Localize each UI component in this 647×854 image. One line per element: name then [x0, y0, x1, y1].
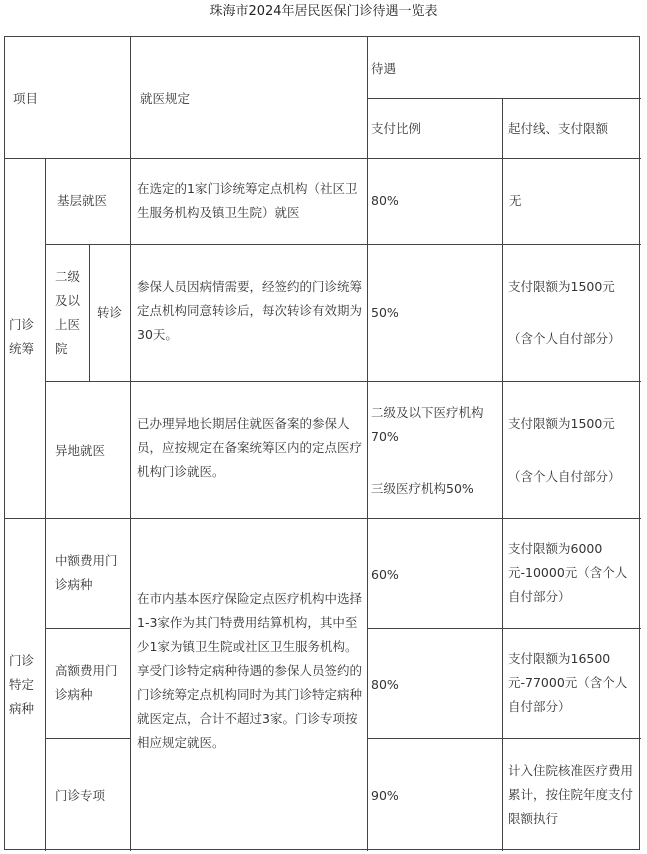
- group-special-disease: 门诊 特定 病种: [9, 653, 35, 716]
- header-rule: 就医规定: [140, 91, 191, 106]
- header-item: 项目: [13, 91, 39, 106]
- row-secondary-ratio: 50%: [371, 305, 399, 320]
- row-outpatient-limit: 计入住院核准医疗费用累计，按住院年度支付限额执行: [508, 763, 634, 826]
- special-rule: 在市内基本医疗保险定点医疗机构中选择1-3家作为其门特费用结算机构，其中至少1家为镇卫生院或社区卫生服务机构。享受门诊特定病种待遇的参保人员签约的门诊统筹定点机构同时为其门诊特定病种就医定点，合计不超过3家。门诊专项按相应规定就医。: [137, 591, 363, 750]
- row-outpatient-ratio: 90%: [371, 788, 399, 803]
- row-outpatient-name: 门诊专项: [55, 788, 106, 803]
- row-medium-name: 中额费用门诊病种: [55, 553, 118, 592]
- row-remote-limit-2: （含个人自付部分）: [508, 469, 621, 484]
- row-medium-ratio: 60%: [371, 567, 399, 582]
- group-outpatient-pooling: 门诊 统筹: [9, 317, 35, 356]
- row-medium-limit: 支付限额为6000元-10000元（含个人自付部分）: [508, 541, 628, 604]
- row-high-ratio: 80%: [371, 677, 399, 692]
- page-title: 珠海市2024年居民医保门诊待遇一览表: [209, 4, 438, 19]
- row-high-name: 高额费用门诊病种: [55, 663, 118, 702]
- row-basic-limit: 无: [509, 193, 522, 208]
- header-limit: 起付线、支付限额: [508, 121, 609, 136]
- row-secondary-sub: 转诊: [97, 305, 123, 320]
- row-secondary-limit-1: 支付限额为1500元: [508, 279, 615, 294]
- row-remote-ratio-1: 二级及以下医疗机构70%: [371, 405, 484, 444]
- row-basic-name: 基层就医: [57, 193, 108, 208]
- row-remote-rule: 已办理异地长期居住就医备案的参保人员，应按规定在备案统筹区内的定点医疗机构门诊就医。: [137, 416, 363, 479]
- header-ratio: 支付比例: [371, 121, 422, 136]
- row-secondary-rule: 参保人员因病情需要，经签约的门诊统筹定点机构同意转诊后，每次转诊有效期为30天。: [137, 279, 363, 342]
- row-high-limit: 支付限额为16500元-77000元（含个人自付部分）: [508, 651, 628, 714]
- header-benefit: 待遇: [371, 61, 397, 76]
- benefits-table: [4, 36, 640, 850]
- row-remote-ratio-2: 三级医疗机构50%: [371, 481, 474, 496]
- row-remote-name: 异地就医: [55, 443, 106, 458]
- row-remote-limit-1: 支付限额为1500元: [508, 416, 615, 431]
- row-basic-rule: 在选定的1家门诊统筹定点机构（社区卫生服务机构及镇卫生院）就医: [137, 181, 358, 220]
- row-secondary-limit-2: （含个人自付部分）: [508, 331, 621, 346]
- row-basic-ratio: 80%: [371, 193, 399, 208]
- row-secondary-name: 二级 及以 上医 院: [55, 269, 81, 356]
